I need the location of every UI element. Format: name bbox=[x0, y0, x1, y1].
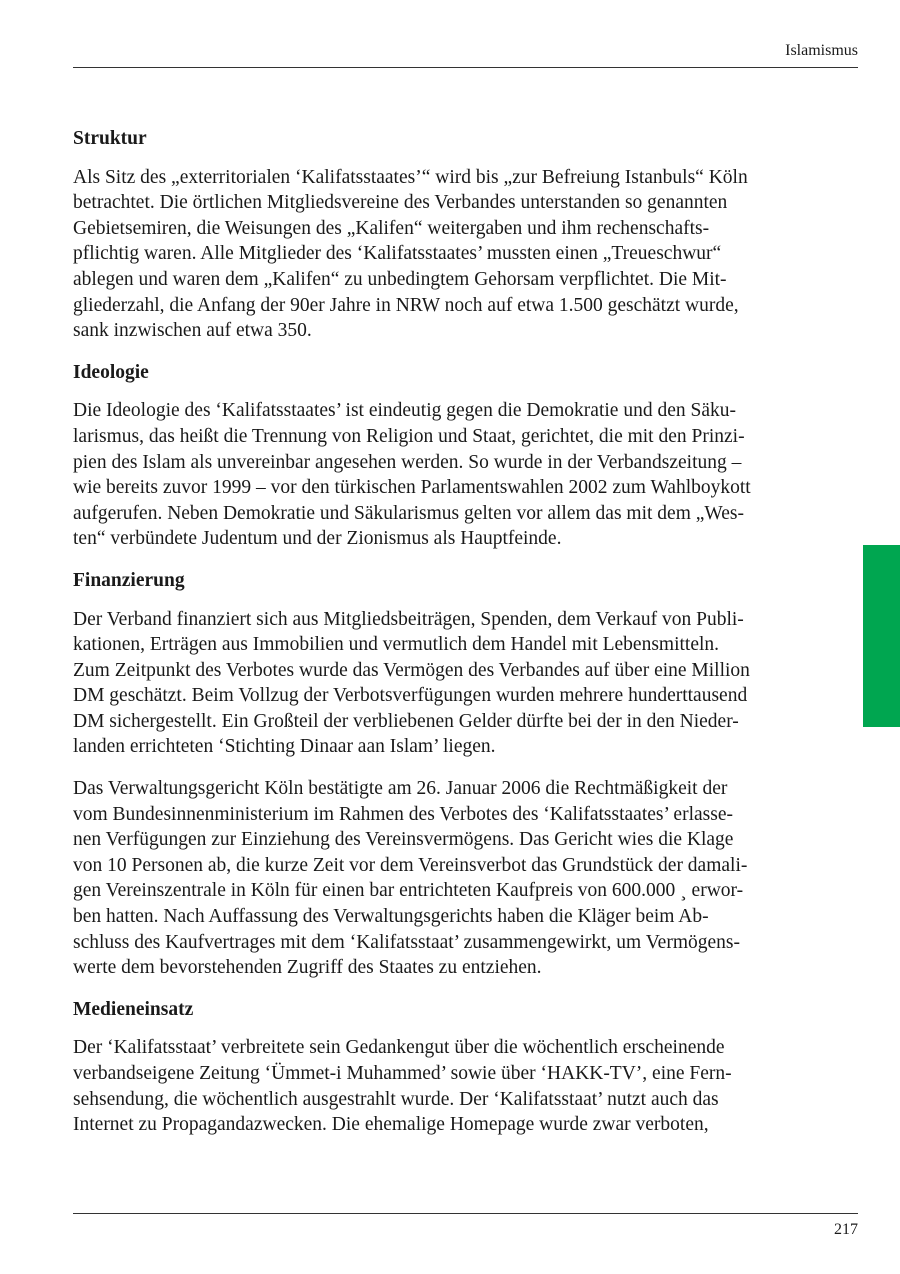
header-divider bbox=[73, 67, 858, 68]
section-heading-struktur: Struktur bbox=[73, 128, 147, 149]
footer-divider bbox=[73, 1213, 858, 1214]
paragraph-finanzierung-1: Der Verband finanziert sich aus Mitgliedsbeiträgen, Spenden, dem Verkauf von Publi- kationen, Erträgen aus Immobilien und vermutlich dem Handel mit Lebensmitteln. Zum Zeitpunkt des Verbotes wurde das Vermögen des Verbandes auf über eine Million DM geschätzt. Beim Vollzug der Verbotsverfügungen wurden mehrere hunderttausend DM sichergestellt. Ein Großteil der verbliebenen Gelder dürfte bei der in den Nieder- landen errichteten ‘Stichting Dinaar aan Islam’ liegen. bbox=[73, 608, 750, 758]
section-heading-finanzierung: Finanzierung bbox=[73, 569, 185, 591]
paragraph-medieneinsatz: Der ‘Kalifatsstaat’ verbreitete sein Gedankengut über die wöchentlich erscheinende verbandseigene Zeitung ‘Ümmet-i Muhammed’ sowie über ‘HAKK-TV’, eine Fern- sehsendung, die wöchentlich ausgestrahlt wurde. Der ‘Kalifatsstaat’ nutzt auch das Internet zu Propagandazwecken. Die ehemalige Homepage wurde zwar verboten, bbox=[73, 1037, 732, 1136]
paragraph-ideologie: Die Ideologie des ‘Kalifatsstaates’ ist eindeutig gegen die Demokratie und den Säku- larismus, das heißt die Trennung von Religion und Staat, gerichtet, die mit den Prinzi- pien des Islam als unvereinbar angesehen werden. So wurde in der Verbandszeitung – wie bereits zuvor 1999 – vor den türkischen Parlamentswahlen 2002 zum Wahlboykott aufgerufen. Neben Demokratie und Säkularismus gelten vor allem das mit dem „Wes- ten“ verbündete Judentum und der Zionismus als Hauptfeinde. bbox=[73, 400, 751, 550]
paragraph-struktur: Als Sitz des „exterritorialen ‘Kalifatsstaates’“ wird bis „zur Befreiung Istanbuls“ Köln betrachtet. Die örtlichen Mitgliedsvereine des Verbandes unterstanden so genannten Gebietsemiren, die Weisungen des „Kalifen“ weitergaben und ihm rechenschafts- pflichtig waren. Alle Mitglieder des ‘Kalifatsstaates’ mussten einen „Treueschwur“ ablegen und waren dem „Kalifen“ zu unbedingtem Gehorsam verpflichtet. Die Mit- gliederzahl, die Anfang der 90er Jahre in NRW noch auf etwa 1.500 geschätzt wurde, sank inzwischen auf etwa 350. bbox=[73, 166, 748, 342]
chapter-color-tab bbox=[863, 545, 900, 727]
page-number: 217 bbox=[834, 1221, 858, 1238]
section-heading-ideologie: Ideologie bbox=[73, 361, 149, 383]
paragraph-finanzierung-2: Das Verwaltungsgericht Köln bestätigte am 26. Januar 2006 die Rechtmäßigkeit der vom Bundesinnenministerium im Rahmen des Verbotes des ‘Kalifatsstaates’ erlasse- nen Verfügungen zur Einziehung des Vereinsvermögens. Das Gericht wies die Klage von 10 Personen ab, die kurze Zeit vor dem Vereinsverbot das Grundstück der damali- gen Vereinszentrale in Köln für einen bar entrichteten Kaufpreis von 600.000 ¸ erwor- ben hatten. Nach Auffassung des Verwaltungsgerichts haben die Kläger beim Ab- schluss des Kaufvertrages mit dem ‘Kalifatsstaat’ zusammengewirkt, um Vermögens- werte dem bevorstehenden Zugriff des Staates zu entziehen. bbox=[73, 778, 748, 979]
running-header: Islamismus bbox=[785, 42, 858, 59]
page-body bbox=[73, 126, 813, 1138]
section-heading-medieneinsatz: Medieneinsatz bbox=[73, 998, 194, 1020]
